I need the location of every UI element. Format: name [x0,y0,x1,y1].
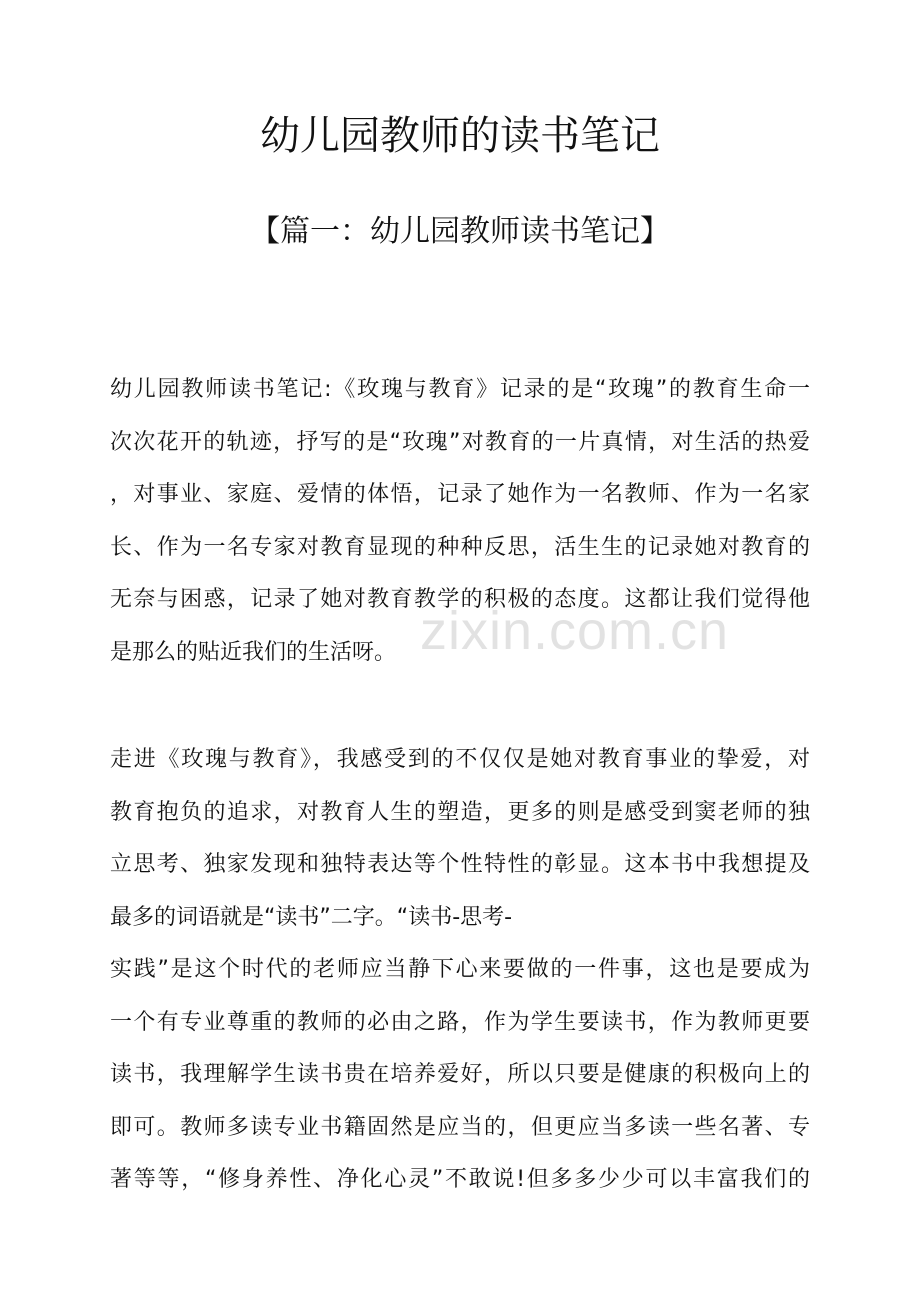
paragraph-line: ，对事业、家庭、爱情的体悟，记录了她作为一名教师、作为一名家 [110,482,810,507]
document-title: 幼儿园教师的读书笔记 [260,113,660,159]
paragraph-line: 最多的词语就是“读书”二字。“读书-思考- [110,904,513,930]
paragraph-line: 即可。教师多读专业书籍固然是应当的，但更应当多读一些名著、专 [110,1114,810,1140]
paragraph-line: 次次花开的轨迹，抒写的是“玫瑰”对教育的一片真情，对生活的热爱 [110,429,810,455]
paragraph-line: 一个有专业尊重的教师的必由之路，作为学生要读书，作为教师更要 [110,1009,810,1035]
paragraph-line: 幼儿园教师读书笔记:《玫瑰与教育》记录的是“玫瑰”的教育生命一 [110,377,810,402]
paragraph-line: 著等等，“修身养性、净化心灵”不敢说!但多多少少可以丰富我们的 [110,1167,810,1192]
paragraph-line: 立思考、独家发现和独特表达等个性特性的彰显。这本书中我想提及 [110,852,810,877]
document-subtitle: 【篇一：幼儿园教师读书笔记】 [250,214,670,249]
paragraph-2 [110,734,810,1207]
paragraph-line: 教育抱负的追求，对教育人生的塑造，更多的则是感受到窦老师的独 [110,799,810,825]
paragraph-line: 无奈与困惑，记录了她对教育教学的积极的态度。这都让我们觉得他 [110,587,810,612]
watermark: zixin.com.cn [420,601,730,661]
paragraph-line: 是那么的贴近我们的生活呀。 [110,639,397,665]
paragraph-line: 实践”是这个时代的老师应当静下心来要做的一件事，这也是要成为 [110,957,810,982]
paragraph-line: 读书，我理解学生读书贵在培养爱好，所以只要是健康的积极向上的 [110,1062,810,1087]
paragraph-1 [110,364,810,679]
paragraph-line: 长、作为一名专家对教育显现的种种反思，活生生的记录她对教育的 [110,534,810,560]
paragraph-line: 走进《玫瑰与教育》，我感受到的不仅仅是她对教育事业的挚爱，对 [110,747,810,772]
